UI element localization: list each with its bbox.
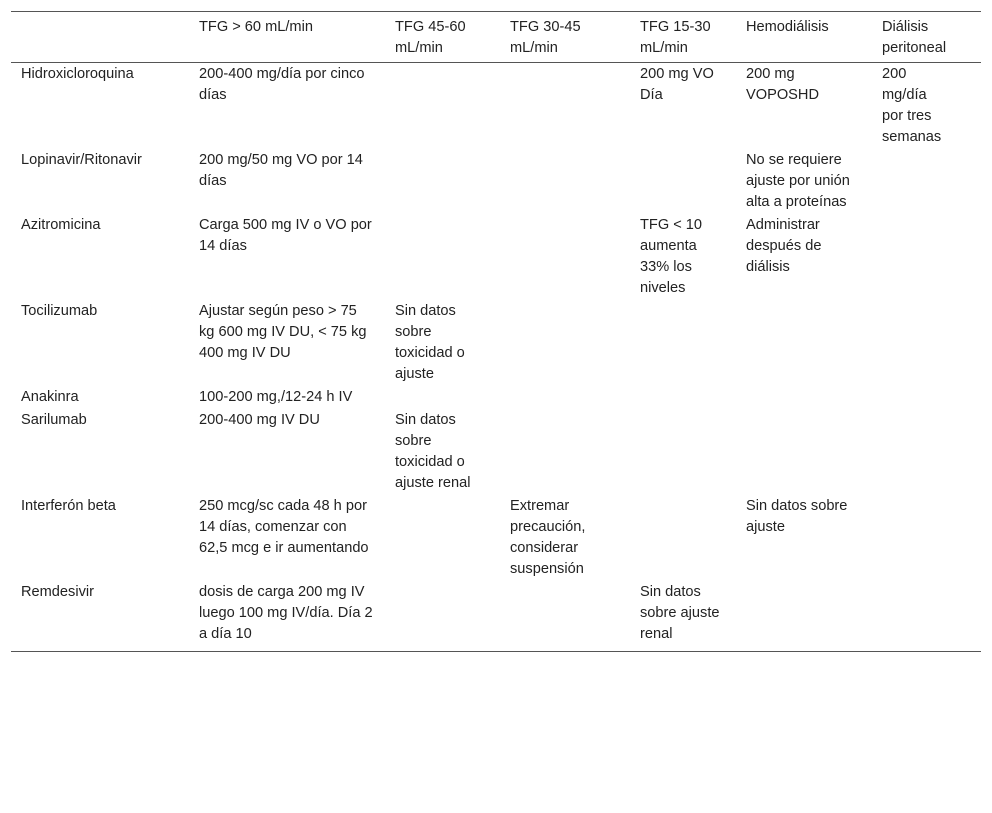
cell-hemodialysis: Sin datos sobre ajuste: [746, 498, 848, 535]
cell-tfg-gt-60: 200-400 mg/día por cinco días: [199, 66, 365, 103]
cell-drug: Tocilizumab: [21, 303, 98, 319]
cell-peritoneal-dialysis: [872, 149, 981, 214]
cell-hemodialysis: [736, 581, 872, 652]
cell-drug: Lopinavir/Ritonavir: [21, 152, 142, 168]
cell-tfg-15-30: Sin datos sobre ajuste renal: [640, 584, 720, 642]
cell-peritoneal-dialysis: [872, 214, 981, 300]
cell-tfg-45-60: [385, 214, 500, 300]
cell-peritoneal-dialysis: [872, 409, 981, 495]
cell-tfg-15-30: 200 mg VO Día: [640, 66, 714, 103]
cell-tfg-45-60: [385, 63, 500, 150]
cell-tfg-30-45: [500, 386, 630, 409]
cell-hemodialysis: [736, 300, 872, 386]
cell-tfg-30-45: [500, 300, 630, 386]
header-tfg-30-45: TFG 30-45 mL/min: [510, 19, 581, 56]
table-row: [11, 581, 981, 652]
cell-tfg-45-60: Sin datos sobre toxicidad o ajuste renal: [395, 412, 471, 491]
cell-tfg-15-30: [630, 149, 736, 214]
cell-tfg-30-45: [500, 214, 630, 300]
cell-tfg-gt-60: 100-200 mg,/12-24 h IV: [199, 389, 353, 405]
cell-peritoneal-dialysis: 200 mg/día por tres semanas: [882, 66, 942, 145]
cell-tfg-15-30: TFG < 10 aumenta 33% los niveles: [640, 217, 703, 296]
cell-tfg-gt-60: 200-400 mg IV DU: [199, 412, 320, 428]
table-row: [11, 149, 981, 214]
cell-peritoneal-dialysis: [872, 495, 981, 581]
cell-tfg-gt-60: Ajustar según peso > 75 kg 600 mg IV DU, < 75 kg 400 mg IV DU: [199, 303, 367, 361]
table-body: [11, 63, 981, 652]
table-row: [11, 63, 981, 150]
cell-tfg-15-30: [630, 409, 736, 495]
cell-tfg-30-45: [500, 409, 630, 495]
table-row: [11, 386, 981, 409]
header-row: [11, 12, 981, 63]
table-row: [11, 300, 981, 386]
table-row: [11, 409, 981, 495]
cell-drug: Sarilumab: [21, 412, 87, 428]
cell-tfg-15-30: [630, 300, 736, 386]
cell-hemodialysis: No se requiere ajuste por unión alta a proteínas: [746, 152, 850, 210]
cell-hemodialysis: [736, 409, 872, 495]
cell-peritoneal-dialysis: [872, 581, 981, 652]
header-peritoneal-dialysis: Diálisis peritoneal: [882, 19, 947, 56]
cell-hemodialysis: Administrar después de diálisis: [746, 217, 822, 275]
header-tfg-15-30: TFG 15-30 mL/min: [640, 19, 711, 56]
cell-drug: Azitromicina: [21, 217, 101, 233]
cell-peritoneal-dialysis: [872, 300, 981, 386]
table-row: [11, 495, 981, 581]
dosing-table: [11, 11, 981, 652]
cell-drug: Interferón beta: [21, 498, 116, 514]
cell-tfg-45-60: [385, 386, 500, 409]
table-row: [11, 214, 981, 300]
header-tfg-gt-60: TFG > 60 mL/min: [199, 19, 313, 35]
cell-drug: Remdesivir: [21, 584, 94, 600]
cell-tfg-45-60: [385, 495, 500, 581]
cell-drug: Anakinra: [21, 389, 79, 405]
cell-tfg-15-30: [630, 386, 736, 409]
cell-tfg-45-60: Sin datos sobre toxicidad o ajuste: [395, 303, 465, 382]
cell-hemodialysis: [736, 386, 872, 409]
cell-tfg-30-45: [500, 63, 630, 150]
cell-tfg-30-45: [500, 149, 630, 214]
cell-tfg-15-30: [630, 495, 736, 581]
cell-tfg-gt-60: Carga 500 mg IV o VO por 14 días: [199, 217, 372, 254]
header-hemodialysis: Hemodiálisis: [746, 19, 829, 35]
cell-tfg-30-45: Extremar precaución, considerar suspensión: [510, 498, 586, 577]
cell-hemodialysis: 200 mg VOPOSHD: [746, 66, 819, 103]
cell-tfg-45-60: [385, 581, 500, 652]
cell-tfg-45-60: [385, 149, 500, 214]
cell-peritoneal-dialysis: [872, 386, 981, 409]
cell-tfg-gt-60: 250 mcg/sc cada 48 h por 14 días, comenzar con 62,5 mcg e ir aumentando: [199, 498, 369, 556]
table-header: [11, 12, 981, 63]
cell-tfg-gt-60: dosis de carga 200 mg IV luego 100 mg IV/día. Día 2 a día 10: [199, 584, 373, 642]
cell-tfg-30-45: [500, 581, 630, 652]
header-tfg-45-60: TFG 45-60 mL/min: [395, 19, 466, 56]
cell-drug: Hidroxicloroquina: [21, 66, 134, 82]
header-drug: [11, 12, 189, 63]
cell-tfg-gt-60: 200 mg/50 mg VO por 14 días: [199, 152, 363, 189]
